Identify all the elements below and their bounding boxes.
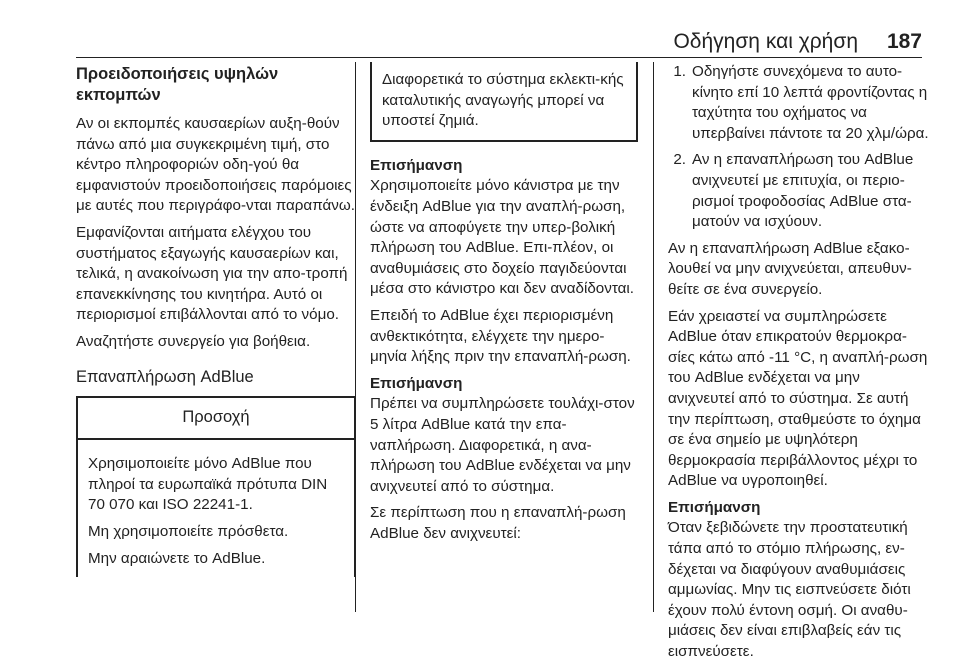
caution-text: Μην αραιώνετε το AdBlue. — [88, 549, 266, 567]
paragraph: Επειδή το AdBlue έχει περιορισμένη ανθεκτικότητα, ελέγχετε την ημερο-μηνία λήξης πριν την επαναπλή-ρωση. — [370, 306, 631, 366]
column-1 — [76, 62, 356, 577]
note-text: Όταν ξεβιδώνετε την προστατευτική τάπα από το στόμιο πλήρωσης, εν-δέχεται να διαφύγουν αναθυμιάσεις αμμωνίας. Μην τις εισπνεύσετε διότι έχουν πολύ έντονη οσμή. Οι αναθυ-μιάσεις δεν είναι επιβλαβείς εάν τις εισπνεύσετε. — [668, 519, 911, 661]
paragraph: Εάν χρειαστεί να συμπληρώσετε AdBlue όταν επικρατούν θερμοκρα-σίες κάτω από -11 °C, η αναπλή-ρωση του AdBlue ενδέχεται να μην ανιχνευτεί από το σύστημα. Σε αυτή την περίπτωση, σταθμεύστε το όχημα σε ένα σημείο με υψηλότερη θερμοκρασία περιβάλλοντος μέχρι το AdBlue να υγροποιηθεί. — [668, 307, 928, 490]
paragraph: Σε περίπτωση που η επαναπλή-ρωση AdBlue δεν ανιχνευτεί: — [370, 504, 626, 542]
caution-title: Προσοχή — [78, 396, 354, 441]
caution-text: Μη χρησιμοποιείτε πρόσθετα. — [88, 522, 289, 540]
caution-box — [76, 396, 356, 578]
page-number: 187 — [886, 30, 922, 53]
caution-text: Χρησιμοποιείτε μόνο AdBlue που πληροί τα ευρωπαϊκά πρότυπα DIN 70 070 και ISO 22241-1. — [88, 455, 328, 514]
caution-body — [78, 440, 354, 577]
caution-box-continued — [370, 62, 638, 142]
header-rule — [76, 57, 922, 58]
list-text: Οδηγήστε συνεχόμενα το αυτο-κίνητο επί 10 λεπτά φροντίζοντας η ταχύτητα του οχήματος να υπερβαίνει πάντοτε τα 20 χλμ/ώρα. — [692, 63, 929, 142]
paragraph: Αναζητήστε συνεργείο για βοήθεια. — [76, 332, 311, 350]
note-text: Πρέπει να συμπληρώσετε τουλάχι-στον 5 λίτρα AdBlue κατά την επα-ναπλήρωση. Διαφορετικά, η ανα-πλήρωση του AdBlue ενδέχεται να μην ανιχνευτεί από το σύστημα. — [370, 395, 635, 495]
column-divider-2 — [653, 62, 654, 612]
column-2 — [370, 62, 638, 550]
running-title: Οδήγηση και χρήση — [673, 30, 858, 53]
note-heading: Επισήμανση — [370, 156, 463, 174]
steps-list — [668, 62, 930, 233]
list-number: 1. — [673, 63, 686, 80]
note-heading: Επισήμανση — [668, 498, 761, 516]
section-heading-emissions: Προειδοποιήσεις υψηλών εκπομπών — [76, 65, 279, 104]
list-item — [668, 150, 930, 232]
caution-text: Διαφορετικά το σύστημα εκλεκτι-κής καταλυτικής αναγωγής μπορεί να υποστεί ζημιά. — [382, 71, 624, 130]
list-number: 2. — [673, 151, 686, 169]
paragraph: Αν η επαναπλήρωση AdBlue εξακο-λουθεί να μην ανιχνεύεται, απευθυν-θείτε σε ένα συνεργείο. — [668, 239, 912, 298]
column-3 — [668, 62, 930, 669]
list-text: Αν η επαναπλήρωση του AdBlue ανιχνευτεί με επιτυχία, οι περιο-ρισμοί τροφοδοσίας AdBlue στα-ματούν να ισχύουν. — [692, 151, 914, 231]
list-item — [668, 62, 930, 144]
note-heading: Επισήμανση — [370, 374, 463, 392]
section-heading-refill: Επαναπλήρωση AdBlue — [76, 367, 254, 386]
note-text: Χρησιμοποιείτε μόνο κάνιστρα με την ένδειξη AdBlue για την αναπλή-ρωση, ώστε να αποφύγετε την υπερ-βολική πλήρωση του AdBlue. Επι-πλέον, οι αναθυμιάσεις στο δοχείο παγιδεύονται μέσα στο κάνιστρο και δεν αναδίδονται. — [370, 177, 635, 298]
paragraph: Αν οι εκπομπές καυσαερίων αυξη-θούν πάνω από μια συγκεκριμένη τιμή, στο κέντρο πληροφοριών οδη-γού θα εμφανιστούν προειδοποιήσεις παρόμοιες με αυτές που περιγράφο-νται παραπάνω. — [76, 115, 355, 215]
paragraph: Εμφανίζονται αιτήματα ελέγχου του συστήματος εξαγωγής καυσαερίων και, τελικά, η ανακοίνωση για την απο-τροπή επανεκκίνησης του κινητήρα. Αυτό οι περιορισμοί επιβάλλονται από το νόμο. — [76, 223, 348, 324]
page-header — [0, 0, 960, 56]
